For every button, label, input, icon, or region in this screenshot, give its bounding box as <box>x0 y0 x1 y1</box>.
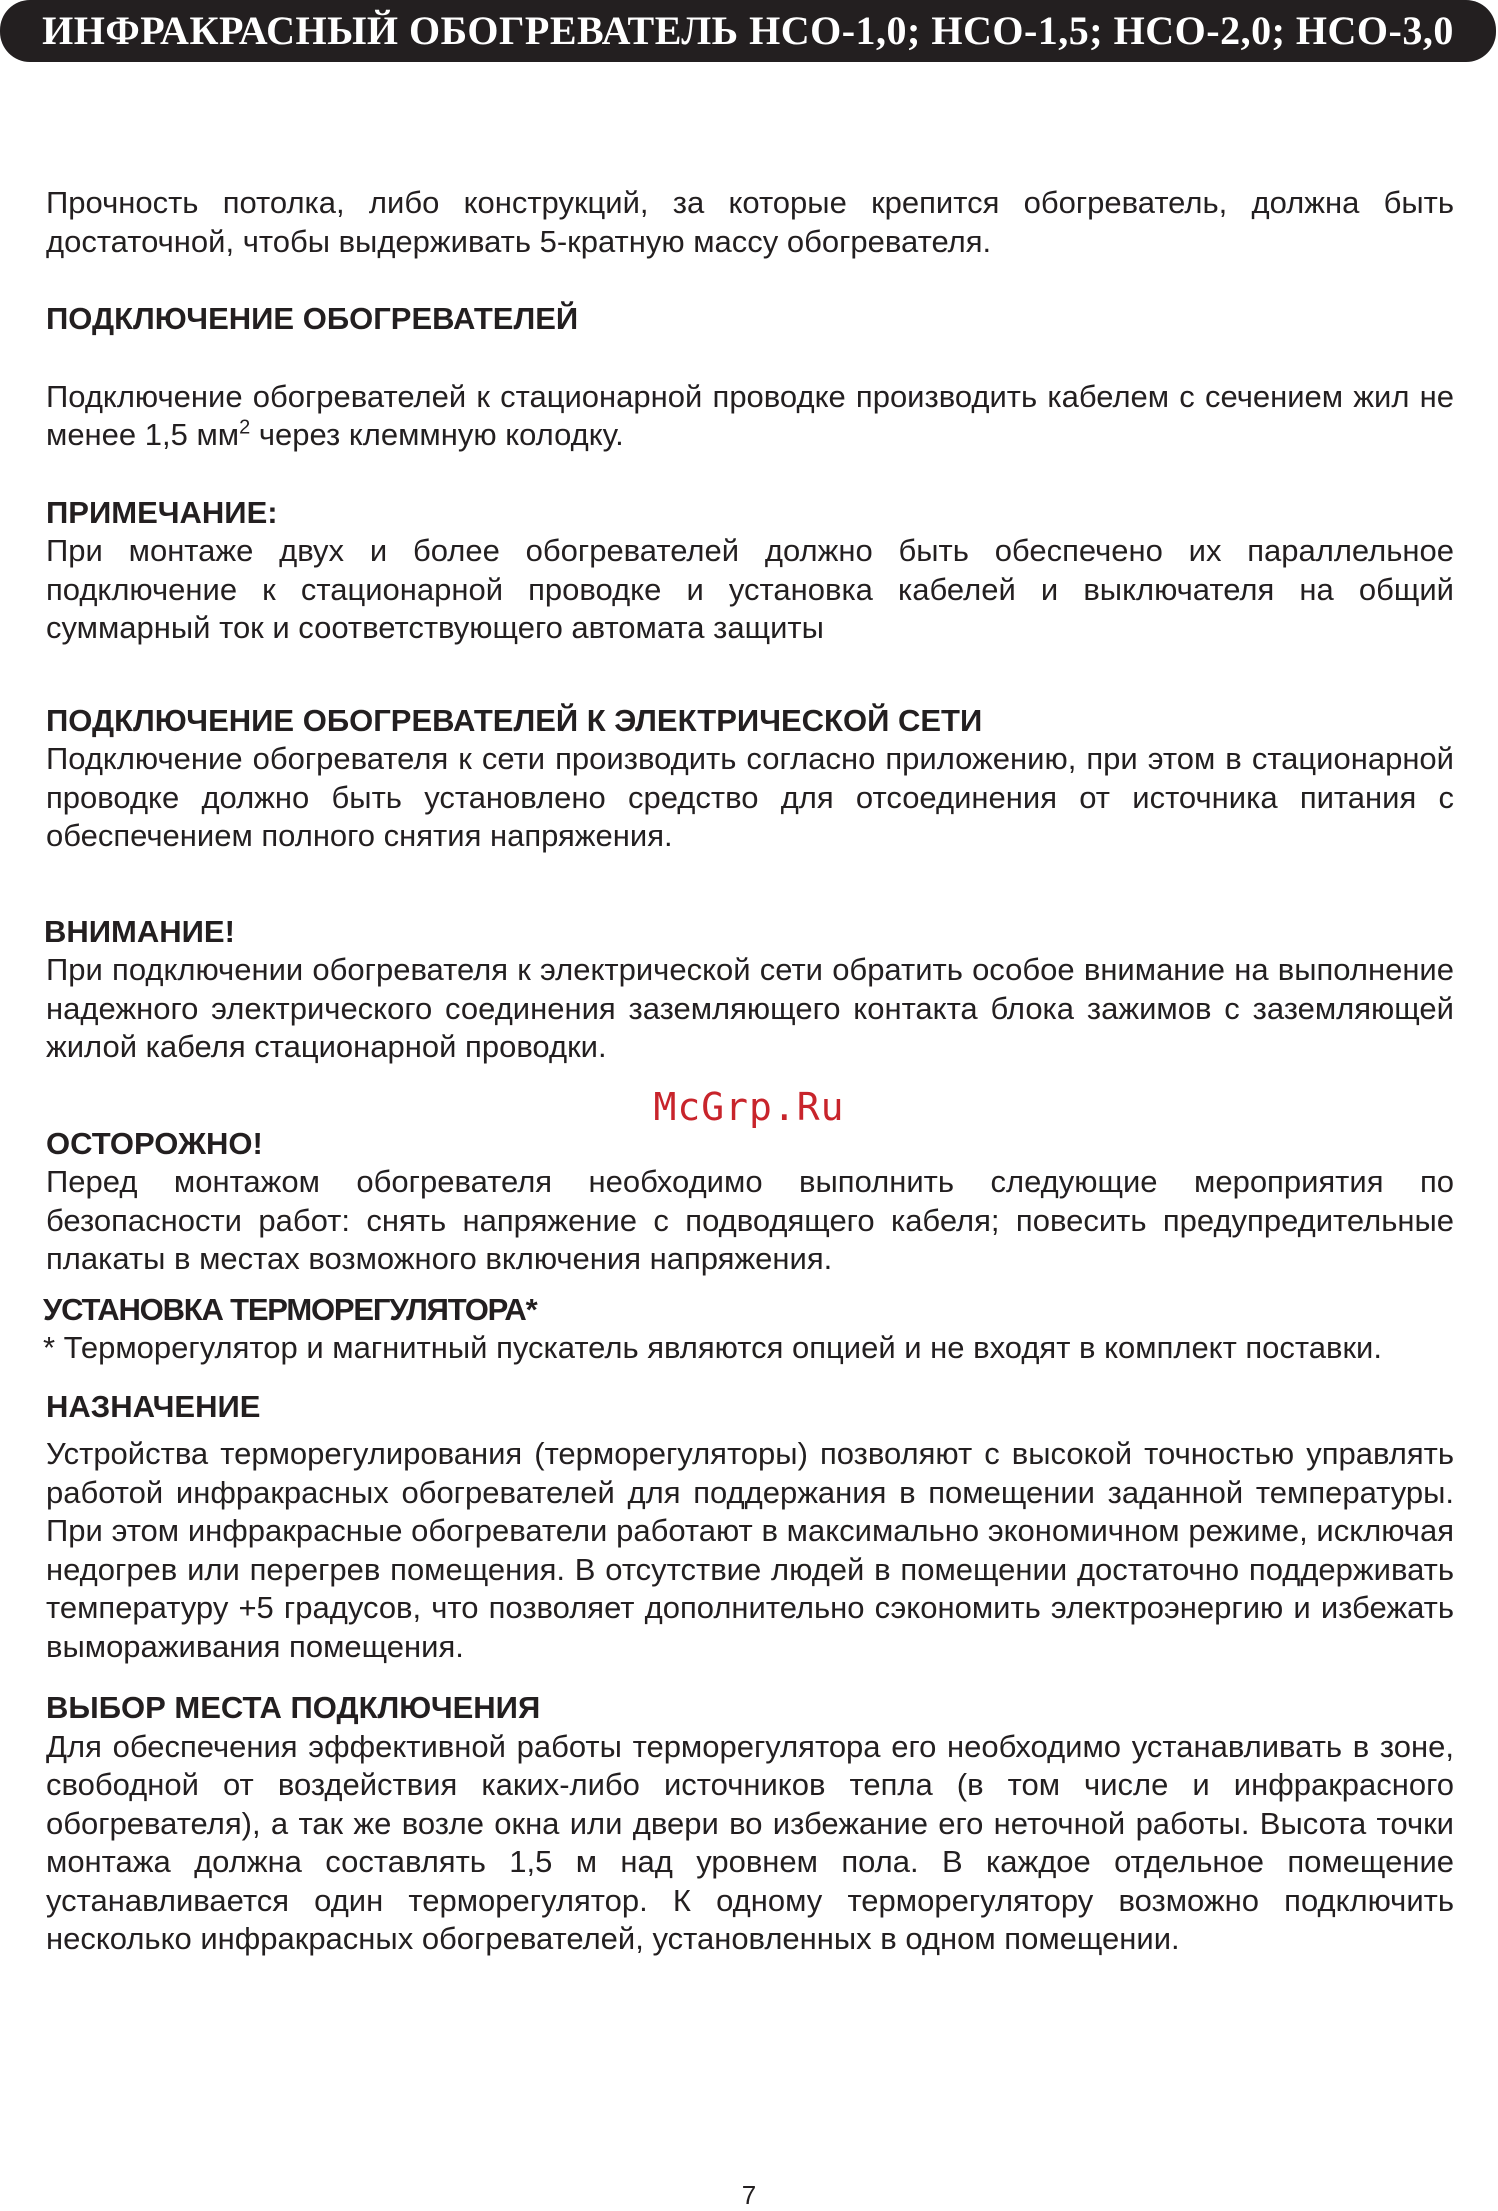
note-heading: ПРИМЕЧАНИЕ: <box>46 494 278 530</box>
note-paragraph: При монтаже двух и более обогревателей должно быть обеспечено их параллельное подключение к стационарной проводке и установка кабелей и выключателя на общий суммарный ток и соответствующего автомата защиты <box>46 533 1454 645</box>
connection-text-after: через клеммную колодку. <box>250 417 624 452</box>
purpose-paragraph: Устройства терморегулирования (терморегуляторы) позволяют с высокой точностью управлять работой инфракрасных обогревателей для поддержания в помещении заданной температуры. При этом инфракрасные обогреватели работают в максимально экономичном режиме, исключая недогрев или перегрев помещения. В отсутствие людей в помещении достаточно поддерживать температуру +5 градусов, что позволяет дополнительно сэкономить электроэнергию и избежать вымораживания помещения. <box>46 1436 1454 1664</box>
connection-superscript: 2 <box>239 416 251 439</box>
network-heading: ПОДКЛЮЧЕНИЕ ОБОГРЕВАТЕЛЕЙ К ЭЛЕКТРИЧЕСКОЙ СЕТИ <box>46 702 983 738</box>
connection-heading: ПОДКЛЮЧЕНИЕ ОБОГРЕВАТЕЛЕЙ <box>46 301 579 336</box>
location-paragraph: Для обеспечения эффективной работы терморегулятора его необходимо устанавливать в зоне, свободной от воздействия каких-либо источников тепла (в том числе и инфракрасного обогревателя), а так же возле окна или двери во избежание его неточной работы. Высота точки монтажа должна составлять 1,5 м над уровнем пола. В каждое отдельное помещение устанавливается один терморегулятор. К одному терморегулятору возможно подключить несколько инфракрасных обогревателей, установленных в одном помещении. <box>46 1728 1454 1956</box>
thermostat-heading: УСТАНОВКА ТЕРМОРЕГУЛЯТОРА* <box>43 1291 537 1327</box>
thermostat-paragraph: * Терморегулятор и магнитный пускатель являются опцией и не входят в комплект поставки. <box>43 1330 1382 1365</box>
location-heading: ВЫБОР МЕСТА ПОДКЛЮЧЕНИЯ <box>46 1690 541 1725</box>
purpose-heading: НАЗНАЧЕНИЕ <box>46 1388 261 1424</box>
watermark-text: McGrp.Ru <box>653 1085 845 1129</box>
attention-paragraph: При подключении обогревателя к электрической сети обратить особое внимание на выполнение надежного электрического соединения заземляющего контакта блока зажимов с заземляющей жилой кабеля стационарной проводки. <box>46 952 1454 1064</box>
caution-heading: ОСТОРОЖНО! <box>46 1125 263 1161</box>
connection-text-before: Подключение обогревателей к стационарной проводке производить кабелем с сечением жил не менее 1,5 мм <box>46 378 1454 452</box>
page-title: ИНФРАКРАСНЫЙ ОБОГРЕВАТЕЛЬ НСО-1,0; НСО-1,5; НСО-2,0; НСО-3,0 <box>42 8 1454 53</box>
page-number: 7 <box>741 2180 757 2210</box>
intro-paragraph: Прочность потолка, либо конструкций, за которые крепится обогреватель, должна быть достаточной, чтобы выдерживать 5-кратную массу обогревателя. <box>46 185 1454 259</box>
attention-heading: ВНИМАНИЕ! <box>44 913 235 949</box>
document-body <box>43 184 1454 1959</box>
caution-paragraph: Перед монтажом обогревателя необходимо выполнить следующие мероприятия по безопасности работ: снять напряжение с подводящего кабеля; повесить предупредительные плакаты в местах возможного включения напряжения. <box>46 1164 1454 1276</box>
network-paragraph: Подключение обогревателя к сети производить согласно приложению, при этом в стационарной проводке должно быть установлено средство для отсоединения от источника питания с обеспечением полного снятия напряжения. <box>46 741 1454 853</box>
connection-paragraph <box>46 378 1454 455</box>
